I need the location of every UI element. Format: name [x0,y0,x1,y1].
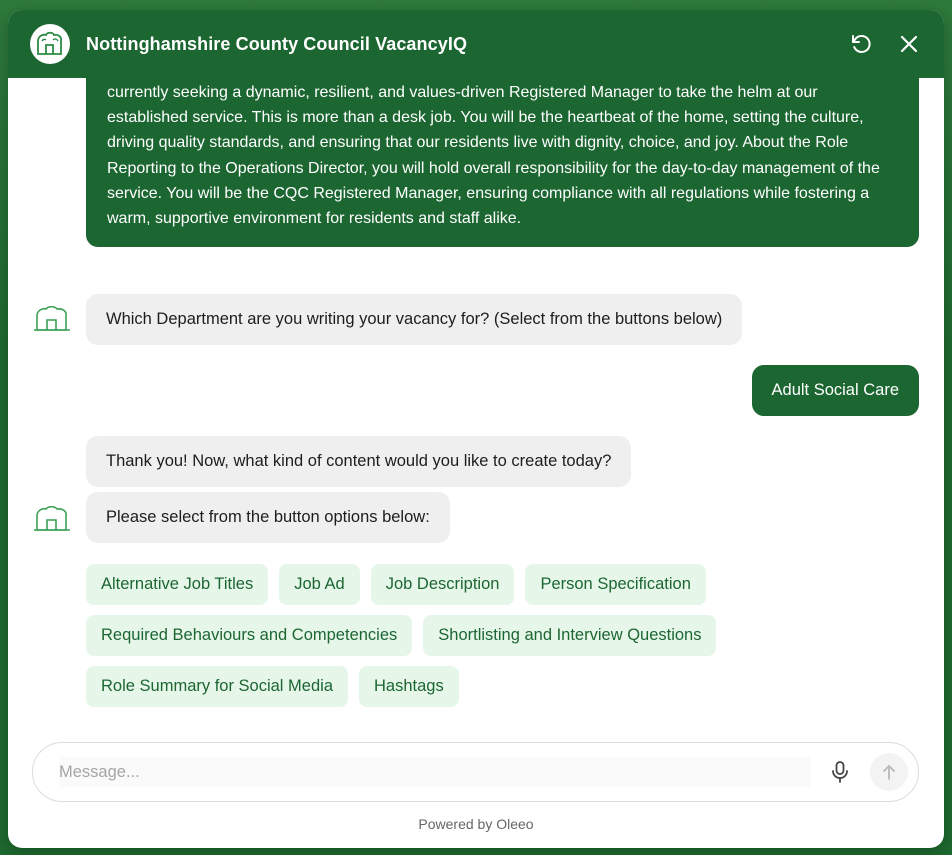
user-message-job-details: currently seeking a dynamic, resilient, and values-driven Registered Manager to take the helm at our established service. This is more than a desk job. You will be the heartbeat of the home, setting the culture, driving quality standards, and ensuring that our residents live with dignity, choice, and joy. About the Role Reporting to the Operations Director, you will hold overall responsibility for the day-to-day management of the service. You will be the CQC Registered Manager, ensuring compliance with all regulations while fostering a warm, supportive environment for residents and staff alike. [86,78,919,247]
option-required-behaviours[interactable]: Required Behaviours and Competencies [86,615,412,656]
arrow-up-icon[interactable] [870,753,908,791]
microphone-icon[interactable] [822,754,858,790]
option-person-specification[interactable]: Person Specification [525,564,705,605]
bot-avatar-icon [33,305,71,333]
option-job-ad[interactable]: Job Ad [279,564,359,605]
option-alternative-job-titles[interactable]: Alternative Job Titles [86,564,268,605]
user-message-department: Adult Social Care [752,365,919,416]
powered-by: Powered by Oleeo [418,816,534,832]
chat-header [8,10,944,78]
tree-logo-icon [30,24,70,64]
bot-message-department: Which Department are you writing your vacancy for? (Select from the buttons below) [86,294,742,345]
header-title: Nottinghamshire County Council VacancyIQ [86,33,468,54]
message-composer [32,742,919,802]
chat-window [8,10,944,848]
option-shortlisting-questions[interactable]: Shortlisting and Interview Questions [423,615,716,656]
bot-avatar-icon [33,505,71,533]
bot-message-thanks: Thank you! Now, what kind of content would you like to create today? [86,436,631,487]
option-hashtags[interactable]: Hashtags [359,666,459,707]
content-options [86,564,806,717]
refresh-icon[interactable] [848,31,874,57]
bot-message-select: Please select from the button options below: [86,492,450,543]
close-icon[interactable] [896,31,922,57]
message-input[interactable] [59,757,810,787]
chat-transcript[interactable] [8,78,944,738]
option-job-description[interactable]: Job Description [371,564,515,605]
option-role-summary-social[interactable]: Role Summary for Social Media [86,666,348,707]
